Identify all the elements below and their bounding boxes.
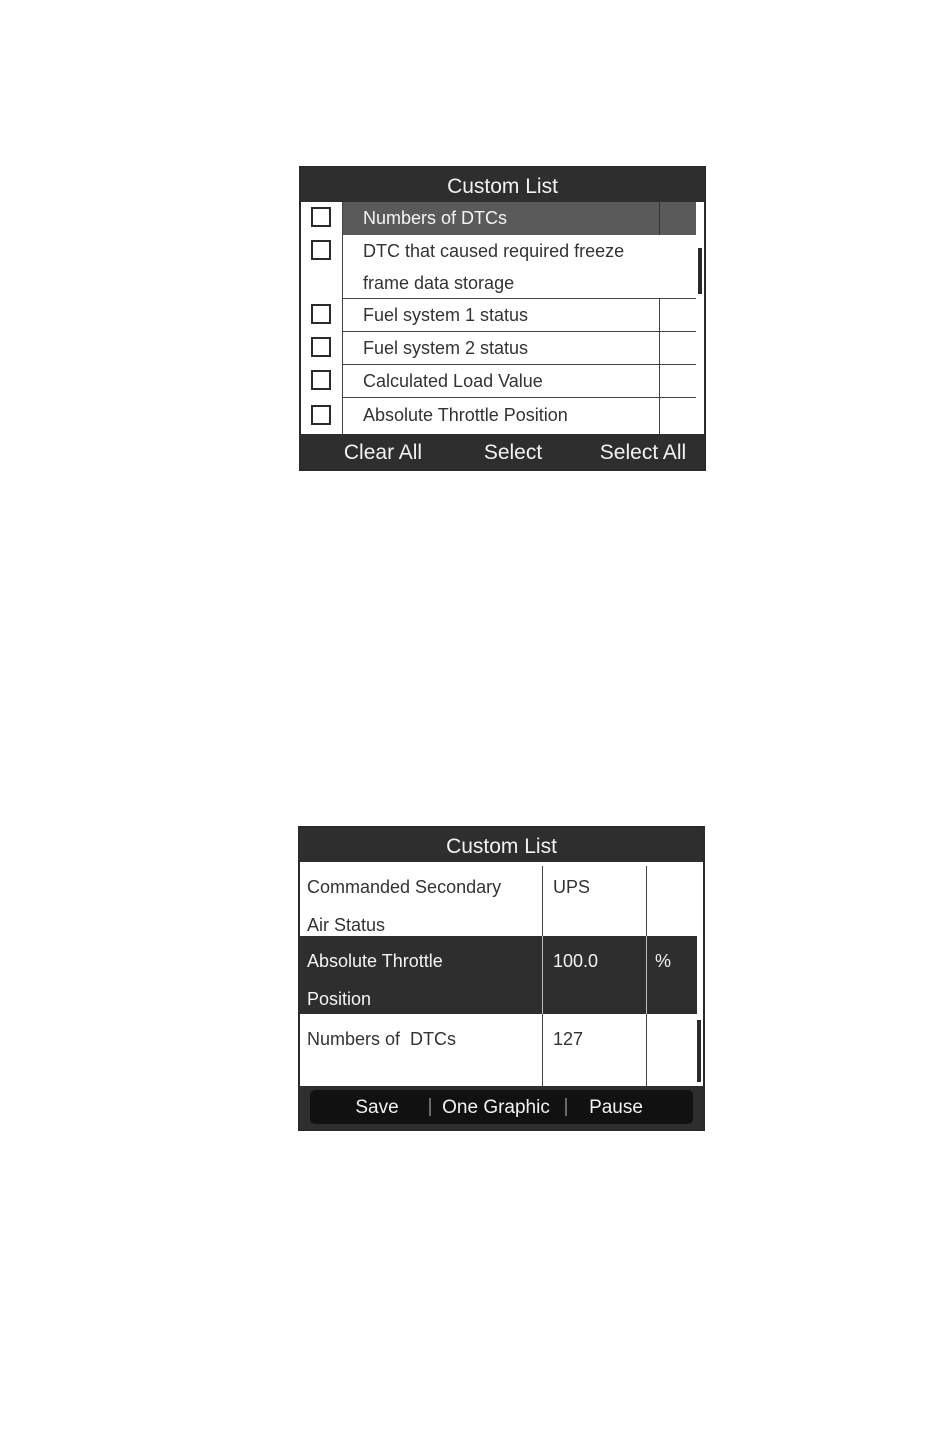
softkey-bar [301, 434, 704, 469]
pid-value: 127 [553, 1029, 584, 1049]
checkbox[interactable] [311, 304, 331, 324]
list-item[interactable] [301, 398, 696, 434]
list-item[interactable] [301, 332, 696, 365]
list-item-label: Absolute Throttle Position [363, 405, 568, 425]
checkbox[interactable] [311, 207, 331, 227]
list-item[interactable] [301, 202, 696, 235]
pid-name-line1: Numbers of DTCs [307, 1029, 457, 1049]
list-item-label: Fuel system 1 status [363, 305, 529, 325]
pause-button[interactable]: Pause [589, 1097, 643, 1118]
select-all-button[interactable]: Select All [599, 441, 687, 464]
pid-checklist [301, 202, 704, 434]
softkey-divider [565, 1098, 567, 1116]
clear-all-button[interactable]: Clear All [343, 441, 423, 464]
scrollbar[interactable] [696, 202, 704, 434]
scrollbar[interactable] [697, 862, 703, 1086]
scrollbar-thumb[interactable] [698, 248, 702, 294]
pid-value: 100.0 [553, 951, 599, 971]
list-item-label-line1: DTC that caused required freeze [363, 241, 625, 261]
pid-name-line2: Air Status [307, 915, 386, 935]
scrollbar-thumb[interactable] [697, 1020, 701, 1082]
custom-list-select-screen [299, 166, 706, 471]
list-item-label: Numbers of DTCs [363, 208, 508, 228]
select-button[interactable]: Select [483, 441, 543, 464]
screen-title: Custom List [301, 168, 704, 202]
table-row[interactable] [300, 936, 697, 1014]
checkbox[interactable] [311, 370, 331, 390]
checkbox[interactable] [311, 240, 331, 260]
save-button[interactable]: Save [355, 1097, 399, 1118]
pid-name-line2: Position [307, 989, 372, 1009]
checkbox[interactable] [311, 405, 331, 425]
live-data-table [300, 862, 703, 1086]
table-row[interactable] [300, 862, 697, 936]
pid-name-line1: Absolute Throttle [307, 951, 443, 971]
pid-value: UPS [553, 877, 591, 897]
checkbox[interactable] [311, 337, 331, 357]
custom-list-data-screen [298, 826, 705, 1131]
pid-unit: % [655, 951, 672, 971]
list-item[interactable] [301, 235, 696, 299]
pid-name-line1: Commanded Secondary [307, 877, 502, 897]
list-item[interactable] [301, 299, 696, 332]
screen-title: Custom List [300, 828, 703, 862]
table-row[interactable] [300, 1014, 697, 1086]
list-item-label: Fuel system 2 status [363, 338, 529, 358]
one-graphic-button[interactable]: One Graphic [442, 1097, 550, 1118]
list-item-label: Calculated Load Value [363, 371, 543, 391]
softkey-divider [429, 1098, 431, 1116]
softkey-bar [300, 1086, 703, 1129]
list-item-label-line2: frame data storage [363, 273, 515, 293]
list-item[interactable] [301, 365, 696, 398]
